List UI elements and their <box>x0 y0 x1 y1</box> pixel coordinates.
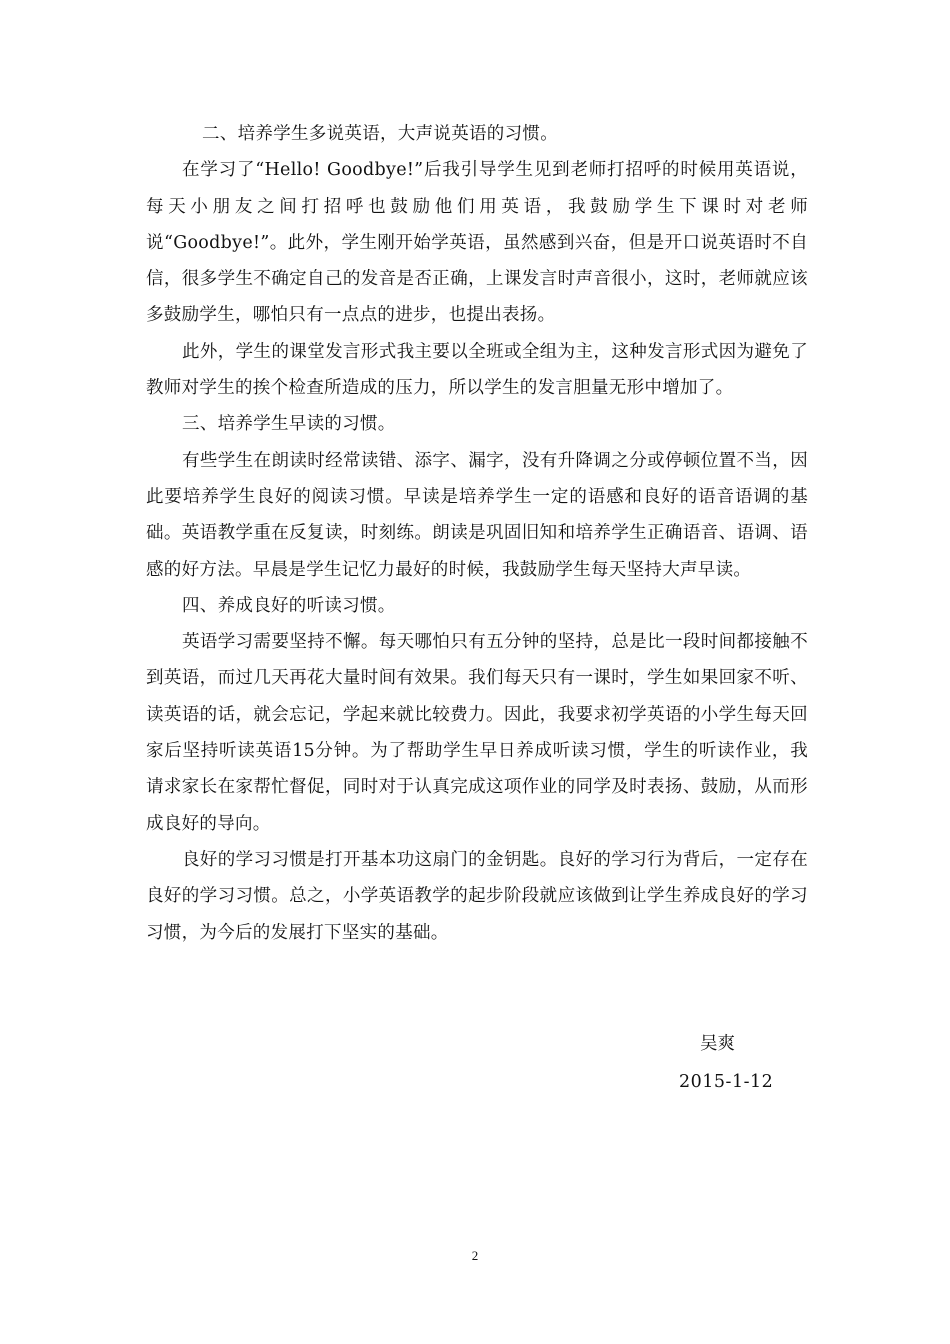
section-heading-2: 二、培养学生多说英语，大声说英语的习惯。 <box>202 124 558 144</box>
signature-date: 2015-1-12 <box>679 1072 774 1092</box>
page-number: 2 <box>471 1248 479 1263</box>
paragraph: 此外，学生的课堂发言形式我主要以全班或全组为主，这种发言形式因为避免了教师对学生的挨个检查所造成的压力，所以学生的发言胆量无形中增加了。 <box>146 341 808 399</box>
paragraph: 有些学生在朗读时经常读错、添字、漏字，没有升降调之分或停顿位置不当，因此要培养学生良好的阅读习惯。早读是培养学生一定的语感和良好的语音语调的基础。英语教学重在反复读，时刻练。朗读是巩固旧知和培养学生正确语音、语调、语感的好方法。早晨是学生记忆力最好的时候，我鼓励学生每天坚持大声早读。 <box>146 450 808 580</box>
paragraph: 良好的学习习惯是打开基本功这扇门的金钥匙。良好的学习行为背后，一定存在良好的学习习惯。总之，小学英语教学的起步阶段就应该做到让学生养成良好的学习习惯，为今后的发展打下坚实的基础。 <box>146 849 808 943</box>
section-heading-3: 三、培养学生早读的习惯。 <box>182 414 396 435</box>
body-text <box>146 116 808 951</box>
section-heading-4: 四、养成良好的听读习惯。 <box>182 595 396 616</box>
author-name: 吴爽 <box>700 1034 735 1054</box>
paragraph: 英语学习需要坚持不懈。每天哪怕只有五分钟的坚持，总是比一段时间都接触不到英语，而过几天再花大量时间有效果。我们每天只有一课时，学生如果回家不听、读英语的话，就会忘记，学起来就比较费力。因此，我要求初学英语的小学生每天回家后坚持听读英语15分钟。为了帮助学生早日养成听读习惯，学生的听读作业，我请求家长在家帮忙督促，同时对于认真完成这项作业的同学及时表扬、鼓励，从而形成良好的导向。 <box>146 632 808 834</box>
paragraph: 在学习了“Hello! Goodbye!”后我引导学生见到老师打招呼的时候用英语说，每天小朋友之间打招呼也鼓励他们用英语，我鼓励学生下课时对老师说“Goodbye!”。此外，学生刚开始学英语，虽然感到兴奋，但是开口说英语时不自信，很多学生不确定自己的发音是否正确，上课发言时声音很小，这时，老师就应该多鼓励学生，哪怕只有一点点的进步，也提出表扬。 <box>146 160 808 326</box>
